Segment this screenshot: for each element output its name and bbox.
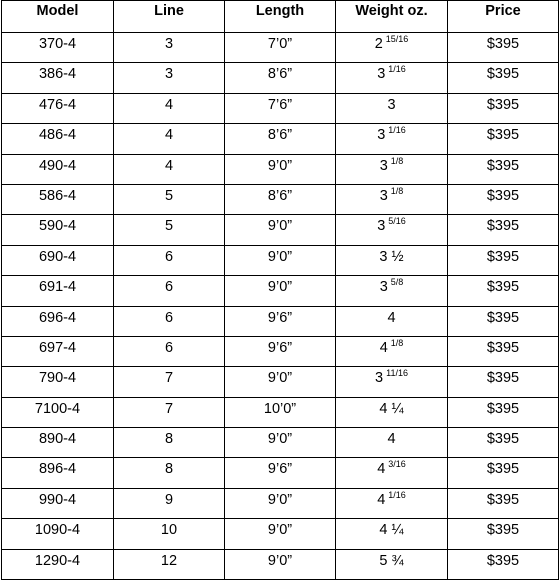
weight-whole: 4 [377,461,386,478]
header-price: Price [448,1,559,33]
weight-fraction: 15/16 [385,34,409,44]
cell-length: 9’0” [225,367,336,397]
cell-weight [336,397,448,427]
cell-line: 4 [114,154,225,184]
cell-weight [336,488,448,518]
cell-weight [336,154,448,184]
cell-weight [336,184,448,214]
cell-price: $395 [448,154,559,184]
cell-length: 9’0” [225,215,336,245]
cell-line: 7 [114,397,225,427]
table-row [2,33,559,63]
cell-model: 590-4 [2,215,114,245]
cell-line: 6 [114,306,225,336]
weight-whole: 3 [377,127,386,144]
weight-whole: 3 ½ [379,248,404,265]
cell-model: 691-4 [2,276,114,306]
rod-spec-table [1,0,559,580]
cell-weight [336,367,448,397]
cell-length: 8’6” [225,184,336,214]
cell-price: $395 [448,276,559,306]
table-row [2,63,559,93]
cell-length: 9’0” [225,276,336,306]
cell-price: $395 [448,488,559,518]
cell-line: 5 [114,184,225,214]
table-row [2,367,559,397]
header-weight: Weight oz. [336,1,448,33]
weight-whole: 3 [379,157,388,174]
cell-line: 5 [114,215,225,245]
cell-length: 9’6” [225,336,336,366]
cell-line: 4 [114,93,225,123]
cell-price: $395 [448,215,559,245]
cell-length: 9’6” [225,458,336,488]
cell-price: $395 [448,306,559,336]
cell-length: 7’6” [225,93,336,123]
table-row [2,549,559,579]
cell-line: 4 [114,124,225,154]
header-row [2,1,559,33]
cell-weight [336,519,448,549]
weight-fraction: 1/16 [388,489,406,500]
cell-model: 476-4 [2,93,114,123]
cell-line: 3 [114,63,225,93]
weight-whole: 3 [375,370,384,387]
weight-whole: 4 [387,431,396,448]
cell-line: 8 [114,428,225,458]
cell-price: $395 [448,245,559,275]
header-length: Length [225,1,336,33]
cell-length: 9’6” [225,306,336,336]
cell-weight [336,458,448,488]
table-row [2,519,559,549]
cell-model: 990-4 [2,488,114,518]
table-row [2,306,559,336]
cell-model: 586-4 [2,184,114,214]
cell-price: $395 [448,549,559,579]
cell-weight [336,124,448,154]
cell-model: 1290-4 [2,549,114,579]
weight-whole: 3 [387,96,396,113]
table-row [2,124,559,154]
cell-price: $395 [448,428,559,458]
cell-line: 6 [114,245,225,275]
table-row [2,154,559,184]
cell-length: 8’6” [225,124,336,154]
cell-length: 9’0” [225,549,336,579]
weight-whole: 4 ¼ [379,400,404,417]
cell-model: 1090-4 [2,519,114,549]
cell-length: 9’0” [225,428,336,458]
table-body [2,33,559,580]
cell-model: 7100-4 [2,397,114,427]
cell-price: $395 [448,184,559,214]
weight-fraction: 1/16 [388,125,406,136]
weight-fraction: 11/16 [386,368,408,379]
table-row [2,488,559,518]
header-model: Model [2,1,114,33]
cell-line: 9 [114,488,225,518]
cell-model: 790-4 [2,367,114,397]
cell-weight [336,245,448,275]
weight-whole: 2 [374,36,383,52]
cell-model: 697-4 [2,336,114,366]
cell-price: $395 [448,367,559,397]
table-row [2,93,559,123]
cell-price: $395 [448,93,559,123]
cell-line: 6 [114,276,225,306]
weight-whole: 4 ¼ [379,522,404,539]
header-line: Line [114,1,225,33]
cell-model: 896-4 [2,458,114,488]
cell-model: 486-4 [2,124,114,154]
cell-price: $395 [448,63,559,93]
weight-whole: 3 [377,66,386,83]
cell-weight [336,549,448,579]
weight-fraction: 1/8 [390,155,404,166]
weight-whole: 4 [379,339,388,356]
cell-model: 696-4 [2,306,114,336]
cell-weight [336,33,448,63]
cell-length: 9’0” [225,154,336,184]
cell-weight [336,276,448,306]
cell-weight [336,306,448,336]
cell-weight [336,215,448,245]
cell-price: $395 [448,519,559,549]
cell-model: 386-4 [2,63,114,93]
table-row [2,336,559,366]
table-row [2,397,559,427]
cell-model: 490-4 [2,154,114,184]
cell-weight [336,428,448,458]
cell-length: 9’0” [225,488,336,518]
cell-line: 12 [114,549,225,579]
cell-length: 8’6” [225,63,336,93]
cell-price: $395 [448,124,559,154]
cell-weight [336,93,448,123]
cell-model: 690-4 [2,245,114,275]
weight-fraction: 5/16 [388,216,406,227]
weight-whole: 3 [379,279,388,296]
weight-fraction: 1/8 [390,185,404,196]
weight-whole: 4 [377,491,386,508]
weight-fraction: 3/16 [388,459,406,470]
weight-fraction: 1/16 [388,64,406,75]
cell-line: 6 [114,336,225,366]
table-header [2,1,559,33]
cell-line: 8 [114,458,225,488]
weight-whole: 4 [387,309,396,326]
weight-whole: 3 [379,187,388,204]
table-row [2,184,559,214]
table-row [2,245,559,275]
cell-length: 10’0” [225,397,336,427]
table-row [2,276,559,306]
cell-line: 10 [114,519,225,549]
cell-line: 3 [114,33,225,63]
weight-whole: 3 [377,218,386,235]
cell-length: 9’0” [225,245,336,275]
cell-weight [336,336,448,366]
weight-fraction: 1/8 [390,337,404,348]
table-row [2,428,559,458]
cell-length: 7’0” [225,33,336,63]
weight-whole: 5 ¾ [379,552,404,569]
cell-price: $395 [448,397,559,427]
table-row [2,458,559,488]
cell-model: 370-4 [2,33,114,63]
cell-model: 890-4 [2,428,114,458]
weight-fraction: 5/8 [390,277,404,288]
cell-price: $395 [448,458,559,488]
cell-price: $395 [448,33,559,63]
cell-length: 9’0” [225,519,336,549]
table-row [2,215,559,245]
cell-line: 7 [114,367,225,397]
cell-price: $395 [448,336,559,366]
cell-weight [336,63,448,93]
